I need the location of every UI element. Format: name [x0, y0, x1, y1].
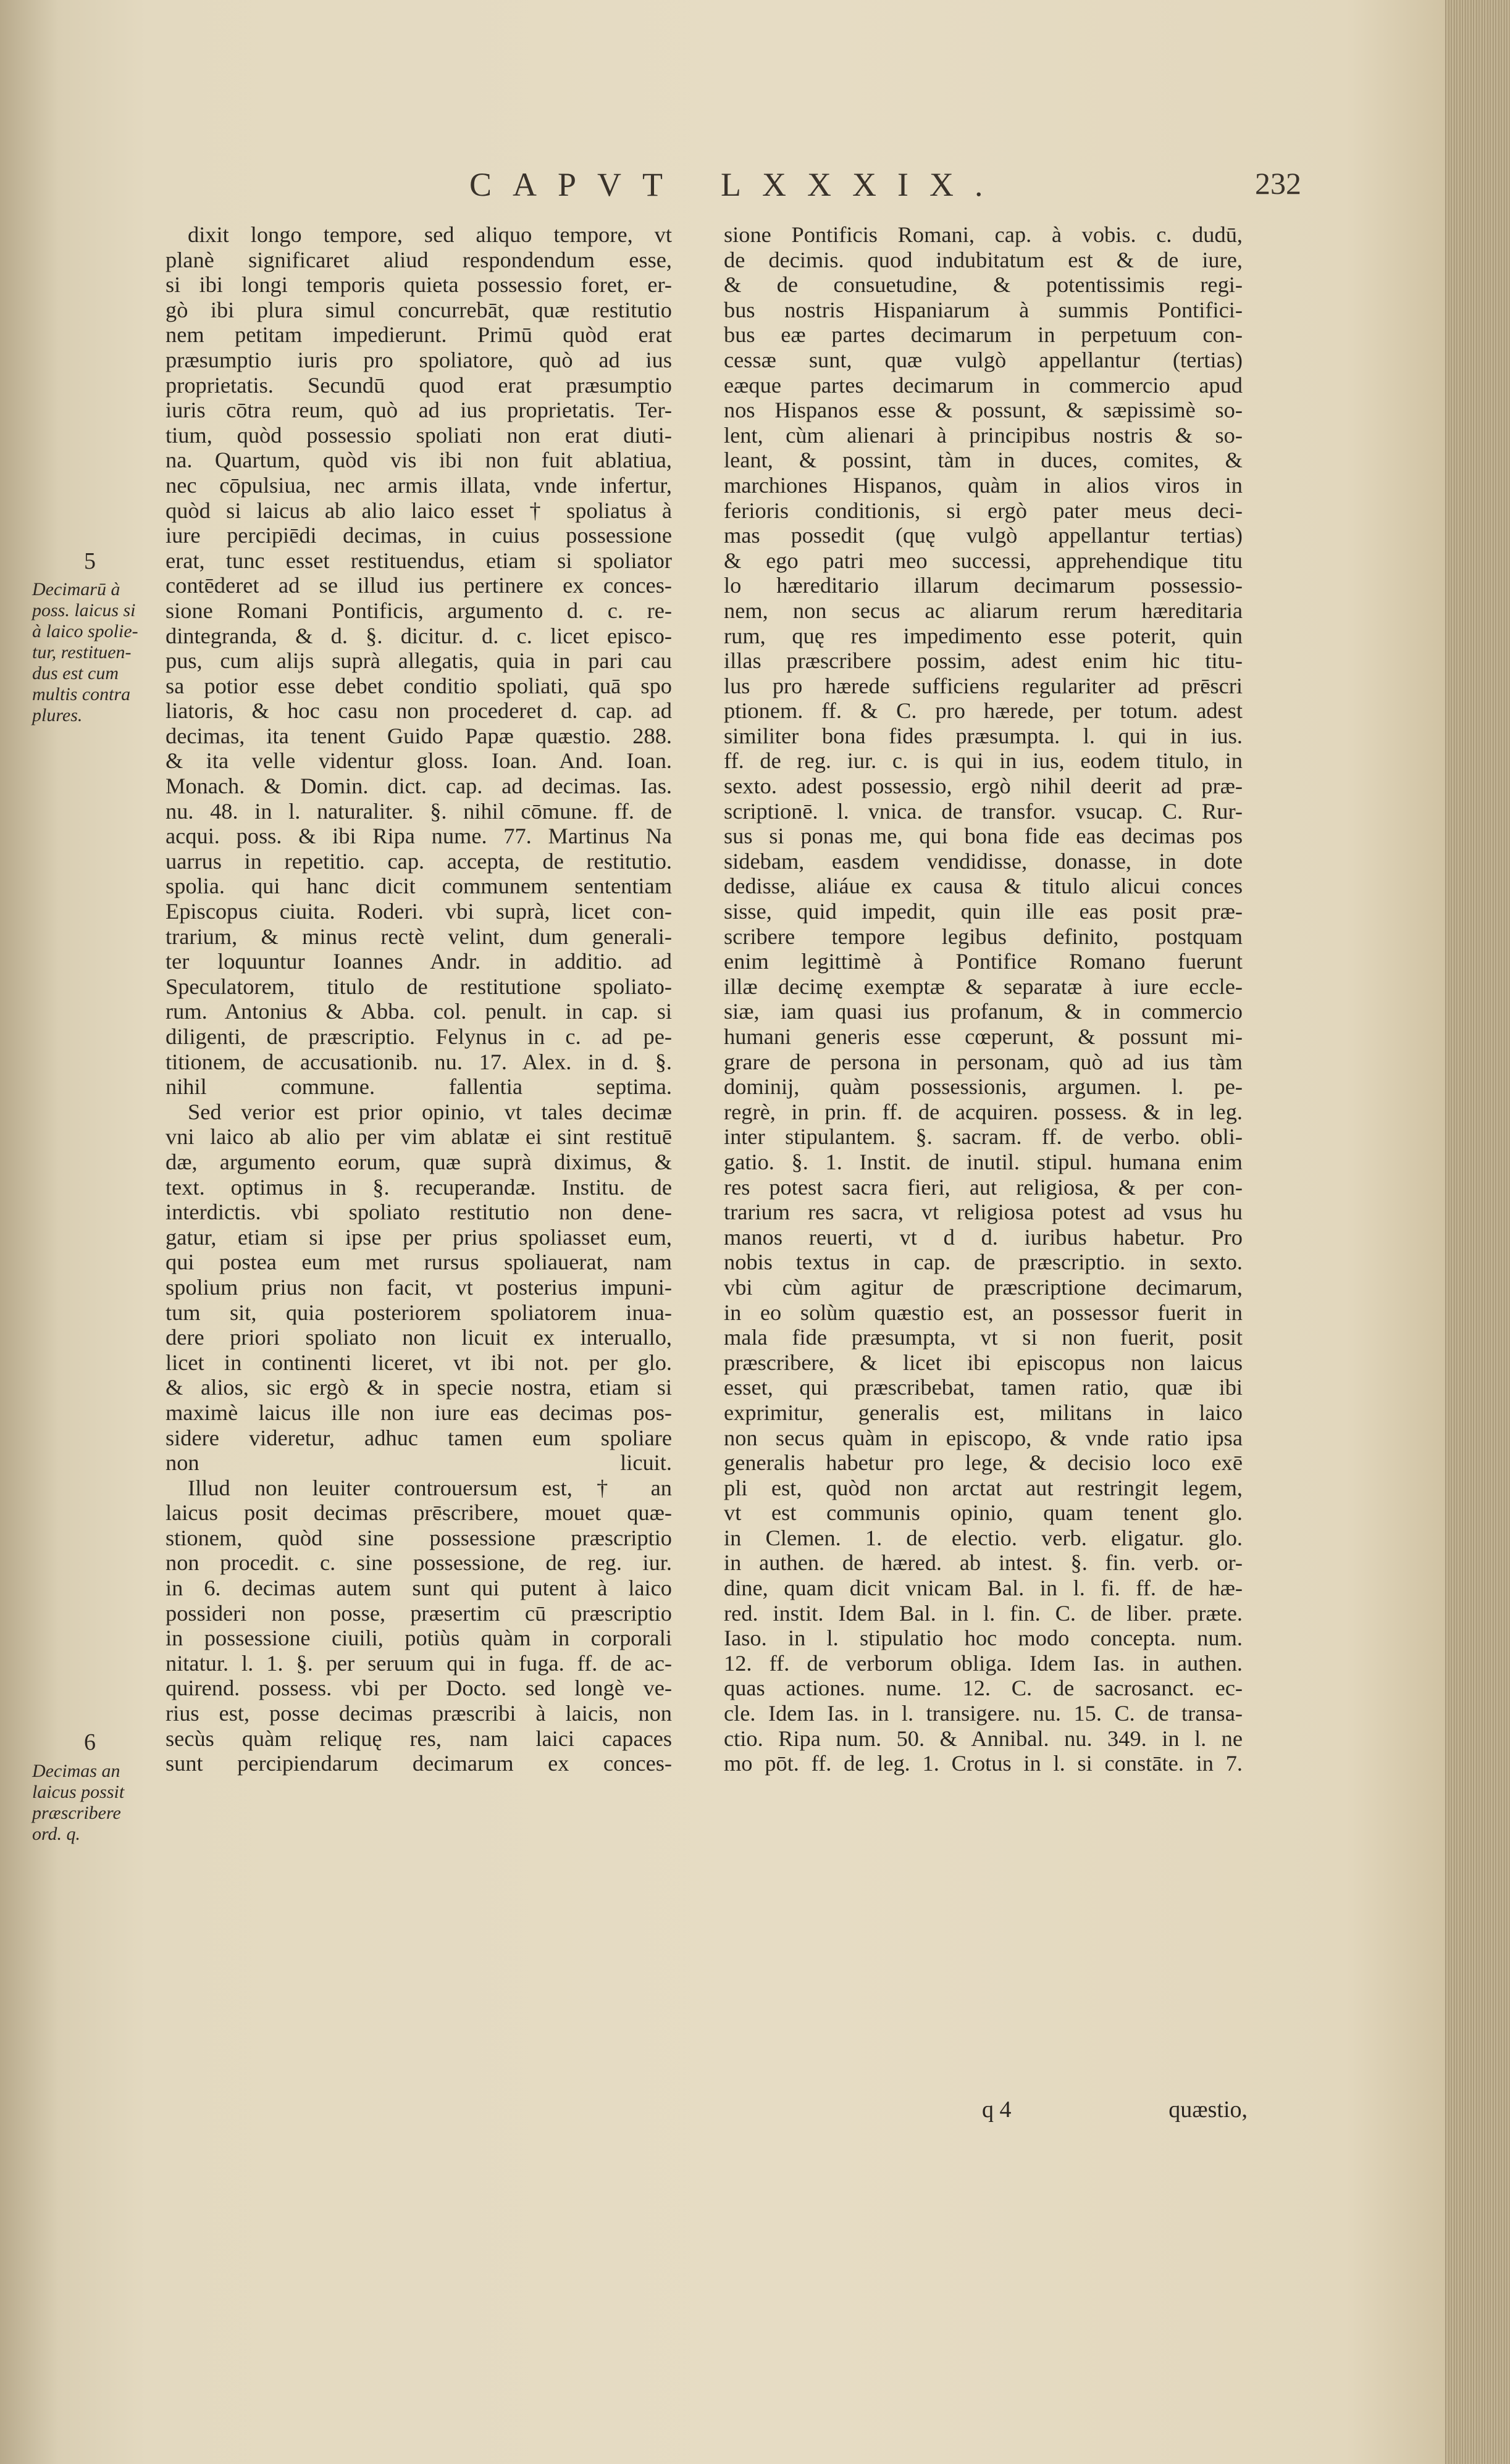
text-line: regrè, in prin. ff. de acquiren. possess. & in leg.	[724, 1099, 1243, 1124]
text-line: vt est communis opinio, quam tenent glo.	[724, 1500, 1243, 1526]
text-line: non secus quàm in episcopo, & vnde ratio ipsa	[724, 1425, 1243, 1450]
text-line: præscribere, & licet ibi episcopus non laicus	[724, 1350, 1243, 1375]
text-line: titionem, de accusationib. nu. 17. Alex. in d. §.	[166, 1049, 672, 1074]
text-line: eæque partes decimarum in commercio apud	[724, 372, 1243, 398]
text-line: vni laico ab alio per vim ablatæ ei sint restituē	[166, 1124, 672, 1150]
margin-note-line: poss. laicus si	[32, 600, 136, 620]
text-line: possideri non posse, præsertim cū præscriptio	[166, 1600, 672, 1626]
text-line: scribere tempore legibus definito, postquam	[724, 924, 1243, 949]
text-line: spolia. qui hanc dicit communem sententiam	[166, 874, 672, 899]
text-line: nec cōpulsiua, nec armis illata, vnde infertur,	[166, 472, 672, 498]
text-line: humani generis esse cœperunt, & possunt mi-	[724, 1024, 1243, 1049]
text-line: exprimitur, generalis est, militans in laico	[724, 1400, 1243, 1425]
text-line: sunt percipiendarum decimarum ex conces-	[166, 1751, 672, 1776]
text-line: na. Quartum, quòd vis ibi non fuit ablatiua,	[166, 448, 672, 473]
text-line: dominij, quàm possessionis, argumen. l. pe-	[724, 1074, 1243, 1100]
text-line: pli est, quòd non arctat aut restringit legem,	[724, 1475, 1243, 1500]
text-line: sus si ponas me, qui bona fide eas decimas pos	[724, 824, 1243, 849]
text-line: pus, cum alijs suprà allegatis, quia in pari cau	[166, 648, 672, 674]
text-line: iure percipiēdi decimas, in cuius possessione	[166, 523, 672, 548]
text-line: nihil commune. fallentia septima.	[166, 1074, 672, 1100]
text-line: liatoris, & hoc casu non procederet d. cap. ad	[166, 698, 672, 724]
left-text-column	[166, 222, 672, 1776]
text-line: & de consuetudine, & potentissimis regi-	[724, 272, 1243, 298]
text-line: non licuit.	[166, 1450, 672, 1476]
right-text-column	[724, 222, 1243, 1776]
running-header	[469, 165, 1041, 204]
margin-note-number-5: 5	[84, 548, 96, 574]
text-line: quas actiones. nume. 12. C. de sacrosanct. ec-	[724, 1676, 1243, 1701]
margin-note-line: præscribere	[32, 1803, 121, 1823]
text-line: enim legittimè à Pontifice Romano fuerunt	[724, 949, 1243, 974]
text-line: rum. Antonius & Abba. col. penult. in cap. si	[166, 999, 672, 1024]
text-line: trarium, & minus rectè velint, dum generali-	[166, 924, 672, 949]
text-line: contēderet ad se illud ius pertinere ex conces-	[166, 573, 672, 598]
text-line: sidebam, easdem vendidisse, donasse, in dote	[724, 848, 1243, 874]
text-line: generalis habetur pro lege, & decisio loco exē	[724, 1450, 1243, 1476]
text-line: lus pro hærede sufficiens regulariter ad prēscri	[724, 673, 1243, 698]
text-line: decimas, ita tenent Guido Papæ quæstio. 288.	[166, 723, 672, 748]
text-line: tium, quòd possessio spoliati non erat diuti-	[166, 422, 672, 448]
text-line: mo pōt. ff. de leg. 1. Crotus in l. si constāte. in 7.	[724, 1751, 1243, 1776]
text-line: trarium res sacra, vt religiosa potest ad vsus hu	[724, 1200, 1243, 1225]
text-line: rum, quę res impedimento esse poterit, quin	[724, 623, 1243, 648]
text-line: præsumptio iuris pro spoliatore, quò ad ius	[166, 347, 672, 372]
folio-number: 232	[1255, 166, 1301, 201]
margin-note-line: tur, restituen-	[32, 642, 132, 662]
text-line: bus eæ partes decimarum in perpetuum con-	[724, 322, 1243, 348]
text-line: Illud non leuiter controuersum est, † an	[188, 1475, 672, 1500]
text-line: & ego patri meo successi, apprehendique titu	[724, 548, 1243, 573]
text-line: spolium prius non facit, vt posterius impuni-	[166, 1274, 672, 1300]
text-line: Iaso. in l. stipulatio hoc modo concepta. num.	[724, 1626, 1243, 1651]
page-block-edge	[1445, 0, 1510, 2464]
text-line: manos reuerti, vt d d. iuribus habetur. Pro	[724, 1224, 1243, 1250]
text-line: tum sit, quia posteriorem spoliatorem inua-	[166, 1300, 672, 1325]
text-line: dere priori spoliato non licuit ex interuallo,	[166, 1325, 672, 1350]
text-line: licet in continenti liceret, vt ibi not. per glo.	[166, 1350, 672, 1375]
margin-note-5	[32, 579, 162, 726]
text-line: lo hæreditario illarum decimarum possessio-	[724, 573, 1243, 598]
text-line: stionem, quòd sine possessione præscriptio	[166, 1525, 672, 1550]
text-line: sexto. adest possessio, ergò nihil deerit ad præ-	[724, 774, 1243, 799]
text-line: interdictis. vbi spoliato restitutio non dene-	[166, 1200, 672, 1225]
margin-note-line: à laico spolie-	[32, 621, 138, 641]
margin-note-line: plures.	[32, 705, 83, 725]
text-line: in Clemen. 1. de electio. verb. eligatur. glo.	[724, 1525, 1243, 1550]
margin-note-line: Decimarū à	[32, 579, 120, 599]
text-line: text. optimus in §. recuperandæ. Institu. de	[166, 1174, 672, 1200]
text-line: similiter bona fides præsumpta. l. qui in ius.	[724, 723, 1243, 748]
text-line: ter loquuntur Ioannes Andr. in additio. ad	[166, 949, 672, 974]
text-line: iuris cōtra reum, quò ad ius proprietatis. Ter-	[166, 398, 672, 423]
text-line: quirend. possess. vbi per Docto. sed longè ve-	[166, 1676, 672, 1701]
margin-note-number-6: 6	[84, 1729, 96, 1755]
text-line: marchiones Hispanos, quàm in alios viros in	[724, 472, 1243, 498]
text-line: esset, qui præscribebat, tamen ratio, quæ ibi	[724, 1375, 1243, 1400]
text-line: 12. ff. de verborum obliga. Idem Ias. in authen.	[724, 1650, 1243, 1676]
text-line: planè significaret aliud respondendum esse,	[166, 247, 672, 272]
text-line: cle. Idem Ias. in l. transigere. nu. 15. C. de transa-	[724, 1701, 1243, 1726]
text-line: sisse, quid impedit, quin ille eas posit præ-	[724, 899, 1243, 924]
text-line: grare de persona in personam, quò ad ius tàm	[724, 1049, 1243, 1074]
text-line: si ibi longi temporis quieta possessio foret, er-	[166, 272, 672, 298]
text-line: leant, & possint, tàm in duces, comites, &	[724, 448, 1243, 473]
text-line: red. instit. Idem Bal. in l. fin. C. de liber. præte.	[724, 1600, 1243, 1626]
text-line: inter stipulantem. §. sacram. ff. de verbo. obli-	[724, 1124, 1243, 1150]
text-line: res potest sacra fieri, aut religiosa, & per con-	[724, 1174, 1243, 1200]
text-line: nem petitam impedierunt. Primū quòd erat	[166, 322, 672, 348]
text-line: Episcopus ciuita. Roderi. vbi suprà, licet con-	[166, 899, 672, 924]
text-line: in 6. decimas autem sunt qui putent à laico	[166, 1576, 672, 1601]
text-line: bus nostris Hispaniarum à summis Pontifici-	[724, 297, 1243, 322]
text-line: siæ, iam quasi ius profanum, & in commercio	[724, 999, 1243, 1024]
margin-note-line: Decimas an	[32, 1761, 120, 1781]
text-line: scriptionē. l. vnica. de transfor. vsucap. C. Rur-	[724, 798, 1243, 824]
text-line: uarrus in repetitio. cap. accepta, de restitutio.	[166, 848, 672, 874]
text-line: maximè laicus ille non iure eas decimas pos-	[166, 1400, 672, 1425]
text-line: mas possedit (quę vulgò appellantur tertias)	[724, 523, 1243, 548]
text-line: Speculatorem, titulo de restitutione spoliato-	[166, 974, 672, 999]
catchword: quæstio,	[1168, 2097, 1248, 2123]
text-line: gatio. §. 1. Instit. de inutil. stipul. humana enim	[724, 1149, 1243, 1174]
text-line: acqui. poss. & ibi Ripa nume. 77. Martinus Na	[166, 824, 672, 849]
text-line: sione Romani Pontificis, argumento d. c. re-	[166, 598, 672, 623]
margin-note-line: ord. q.	[32, 1824, 81, 1844]
text-line: & ita velle videntur gloss. Ioan. And. Ioan.	[166, 748, 672, 774]
text-line: nitatur. l. 1. §. per seruum qui in fuga. ff. de ac-	[166, 1650, 672, 1676]
text-line: erat, tunc esset restituendus, etiam si spoliator	[166, 548, 672, 573]
text-line: nos Hispanos esse & possunt, & sæpissimè so-	[724, 398, 1243, 423]
header-caput: CAPVT	[469, 166, 684, 203]
signature-mark: q 4	[982, 2097, 1012, 2123]
text-line: & alios, sic ergò & in specie nostra, etiam si	[166, 1375, 672, 1400]
text-line: Sed verior est prior opinio, vt tales decimæ	[188, 1099, 672, 1124]
text-line: ff. de reg. iur. c. is qui in ius, eodem titulo, in	[724, 748, 1243, 774]
text-line: ptionem. ff. & C. pro hærede, per totum. adest	[724, 698, 1243, 724]
text-line: in authen. de hæred. ab intest. §. fin. verb. or-	[724, 1550, 1243, 1576]
text-line: mala fide præsumpta, vt si non fuerit, posit	[724, 1325, 1243, 1350]
text-line: illæ decimę exemptæ & separatæ à iure eccle-	[724, 974, 1243, 999]
text-line: vbi cùm agitur de præscriptione decimarum,	[724, 1274, 1243, 1300]
text-line: nobis textus in cap. de præscriptio. in sexto.	[724, 1250, 1243, 1275]
text-line: quòd si laicus ab alio laico esset † spoliatus à	[166, 498, 672, 523]
text-line: sa potior esse debet conditio spoliati, quā spo	[166, 673, 672, 698]
text-line: non procedit. c. sine possessione, de reg. iur.	[166, 1550, 672, 1576]
text-line: qui postea eum met rursus spoliauerat, nam	[166, 1250, 672, 1275]
text-line: ferioris conditionis, si ergò pater meus deci-	[724, 498, 1243, 523]
text-line: dintegranda, & d. §. dicitur. d. c. licet episco-	[166, 623, 672, 648]
text-line: rius est, posse decimas præscribi à laicis, non	[166, 1701, 672, 1726]
text-line: gatur, etiam si ipse per prius spoliasset eum,	[166, 1224, 672, 1250]
text-line: dixit longo tempore, sed aliquo tempore, vt	[188, 222, 672, 247]
text-line: gò ibi plura simul concurrebāt, quæ restitutio	[166, 297, 672, 322]
text-line: dedisse, aliáue ex causa & titulo alicui conces	[724, 874, 1243, 899]
text-line: ctio. Ripa num. 50. & Annibal. nu. 349. in l. ne	[724, 1726, 1243, 1751]
margin-note-line: multis contra	[32, 684, 131, 704]
text-line: de decimis. quod indubitatum est & de iure,	[724, 247, 1243, 272]
margin-note-6	[32, 1761, 162, 1845]
text-line: laicus posit decimas prēscribere, mouet quæ-	[166, 1500, 672, 1526]
text-line: dæ, argumento eorum, quæ suprà diximus, &	[166, 1149, 672, 1174]
text-line: sione Pontificis Romani, cap. à vobis. c. dudū,	[724, 222, 1243, 247]
text-line: sidere videretur, adhuc tamen eum spoliare	[166, 1425, 672, 1450]
text-line: in eo solùm quæstio est, an possessor fuerit in	[724, 1300, 1243, 1325]
margin-note-line: dus est cum	[32, 663, 119, 683]
text-line: nem, non secus ac aliarum rerum hæreditaria	[724, 598, 1243, 623]
header-numeral: LXXXIX.	[721, 166, 1004, 203]
text-line: diligenti, de præscriptio. Felynus in c. ad pe-	[166, 1024, 672, 1049]
margin-note-line: laicus possit	[32, 1782, 125, 1802]
text-line: in possessione ciuili, potiùs quàm in corporali	[166, 1626, 672, 1651]
text-line: lent, cùm alienari à principibus nostris & so-	[724, 422, 1243, 448]
text-line: Monach. & Domin. dict. cap. ad decimas. Ias.	[166, 774, 672, 799]
text-line: secùs quàm reliquę res, nam laici capaces	[166, 1726, 672, 1751]
text-line: proprietatis. Secundū quod erat præsumptio	[166, 372, 672, 398]
text-line: nu. 48. in l. naturaliter. §. nihil cōmune. ff. de	[166, 798, 672, 824]
text-line: cessæ sunt, quæ vulgò appellantur (tertias)	[724, 347, 1243, 372]
page-footer	[982, 2096, 1248, 2123]
text-line: illas præscribere possim, adest enim hic titu-	[724, 648, 1243, 674]
text-line: dine, quam dicit vnicam Bal. in l. fi. ff. de hæ-	[724, 1576, 1243, 1601]
